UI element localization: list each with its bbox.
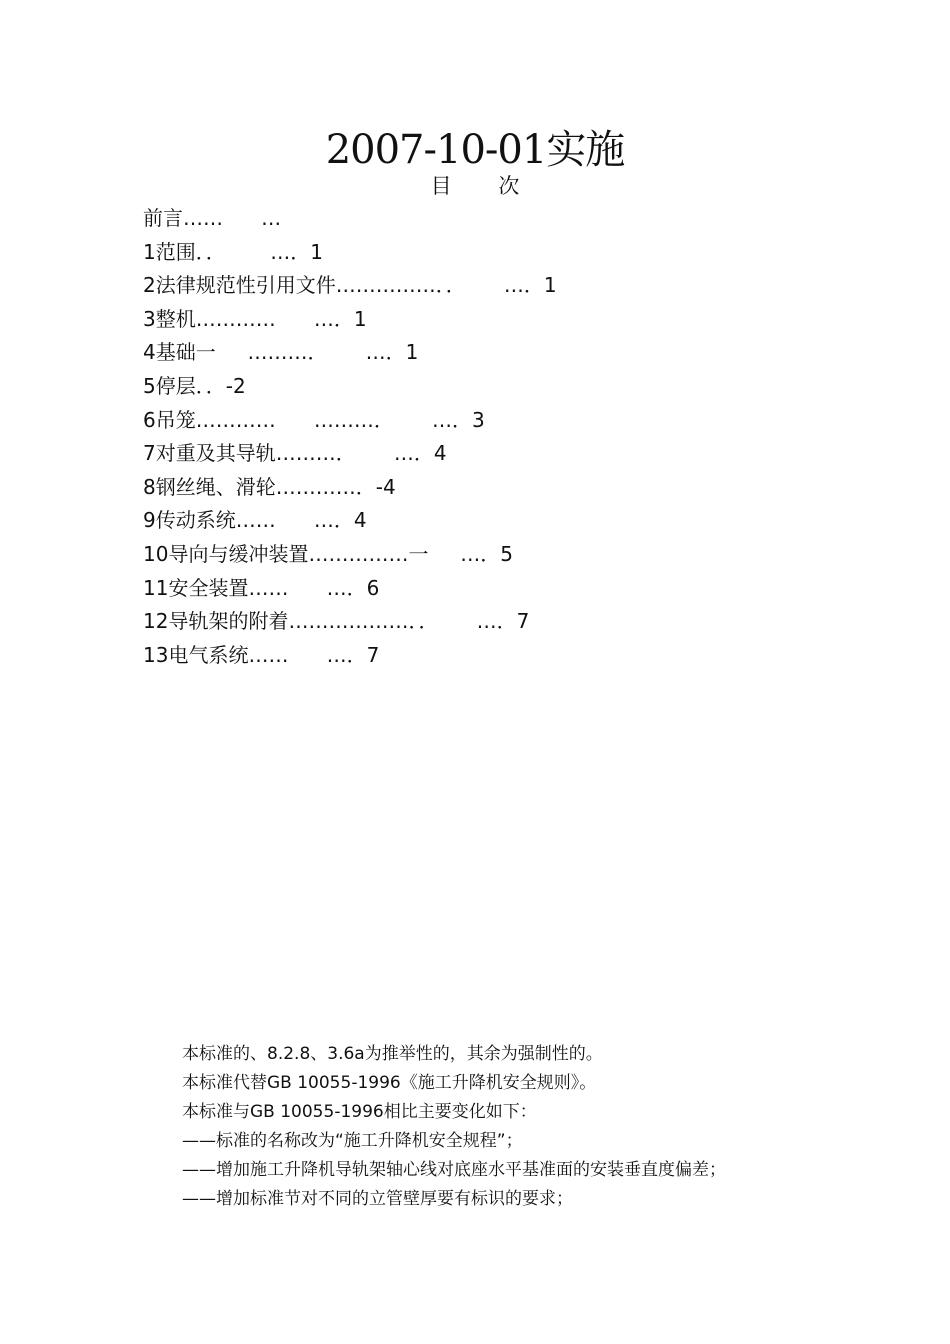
- toc-item-6-cage[interactable]: 6吊笼………… ………． …．3: [143, 407, 485, 432]
- page-title: 2007-10-01实施: [325, 127, 625, 173]
- toc-item-2-references[interactable]: 2法律规范性引用文件……………．． …．1: [143, 273, 557, 298]
- toc-item-10-guide-buffer[interactable]: 10导向与缓冲装置……………一 …．5: [143, 541, 513, 566]
- toc-item-1-scope[interactable]: 1范围．． …．1: [143, 239, 323, 264]
- toc-item-8-wire-rope[interactable]: 8钢丝绳、滑轮…………．-4: [143, 474, 396, 499]
- foreword-line: ——增加标准节对不同的立管壁厚要有标识的要求；: [182, 1189, 573, 1209]
- toc-item-12-mast-tie[interactable]: 12导轨架的附着………………．． …．7: [143, 609, 530, 634]
- toc-item-7-counterweight[interactable]: 7对重及其导轨………． …．4: [143, 441, 447, 466]
- toc-heading: 目 次: [430, 174, 520, 198]
- foreword-line: 本标准代替GB 10055-1996《施工升降机安全规则》。: [182, 1073, 597, 1093]
- toc-item-11-safety-devices[interactable]: 11安全装置…… …．6: [143, 575, 380, 600]
- toc-item-5-landing[interactable]: 5停层．．-2: [143, 373, 246, 398]
- foreword-line: 本标准与GB 10055-1996相比主要变化如下：: [182, 1102, 537, 1122]
- foreword-text: [182, 1040, 882, 1214]
- toc-item-3-machine[interactable]: 3整机………… …．1: [143, 306, 367, 331]
- foreword-line: ——增加施工升降机导轨架轴心线对底座水平基准面的安装垂直度偏差；: [182, 1160, 726, 1180]
- foreword-line: ——标准的名称改为“施工升降机安全规程”；: [182, 1131, 523, 1151]
- toc-item-4-foundation[interactable]: 4基础一 ………． …．1: [143, 340, 419, 365]
- toc-item-9-drive-system[interactable]: 9传动系统…… …．4: [143, 508, 367, 533]
- table-of-contents: [143, 202, 557, 672]
- foreword-line: 本标准的、8.2.8、3.6a为推举性的，其余为强制性的。: [182, 1044, 603, 1064]
- toc-item-13-electrical[interactable]: 13电气系统…… …．7: [143, 642, 380, 667]
- toc-item-preface[interactable]: 前言…… …: [143, 206, 282, 230]
